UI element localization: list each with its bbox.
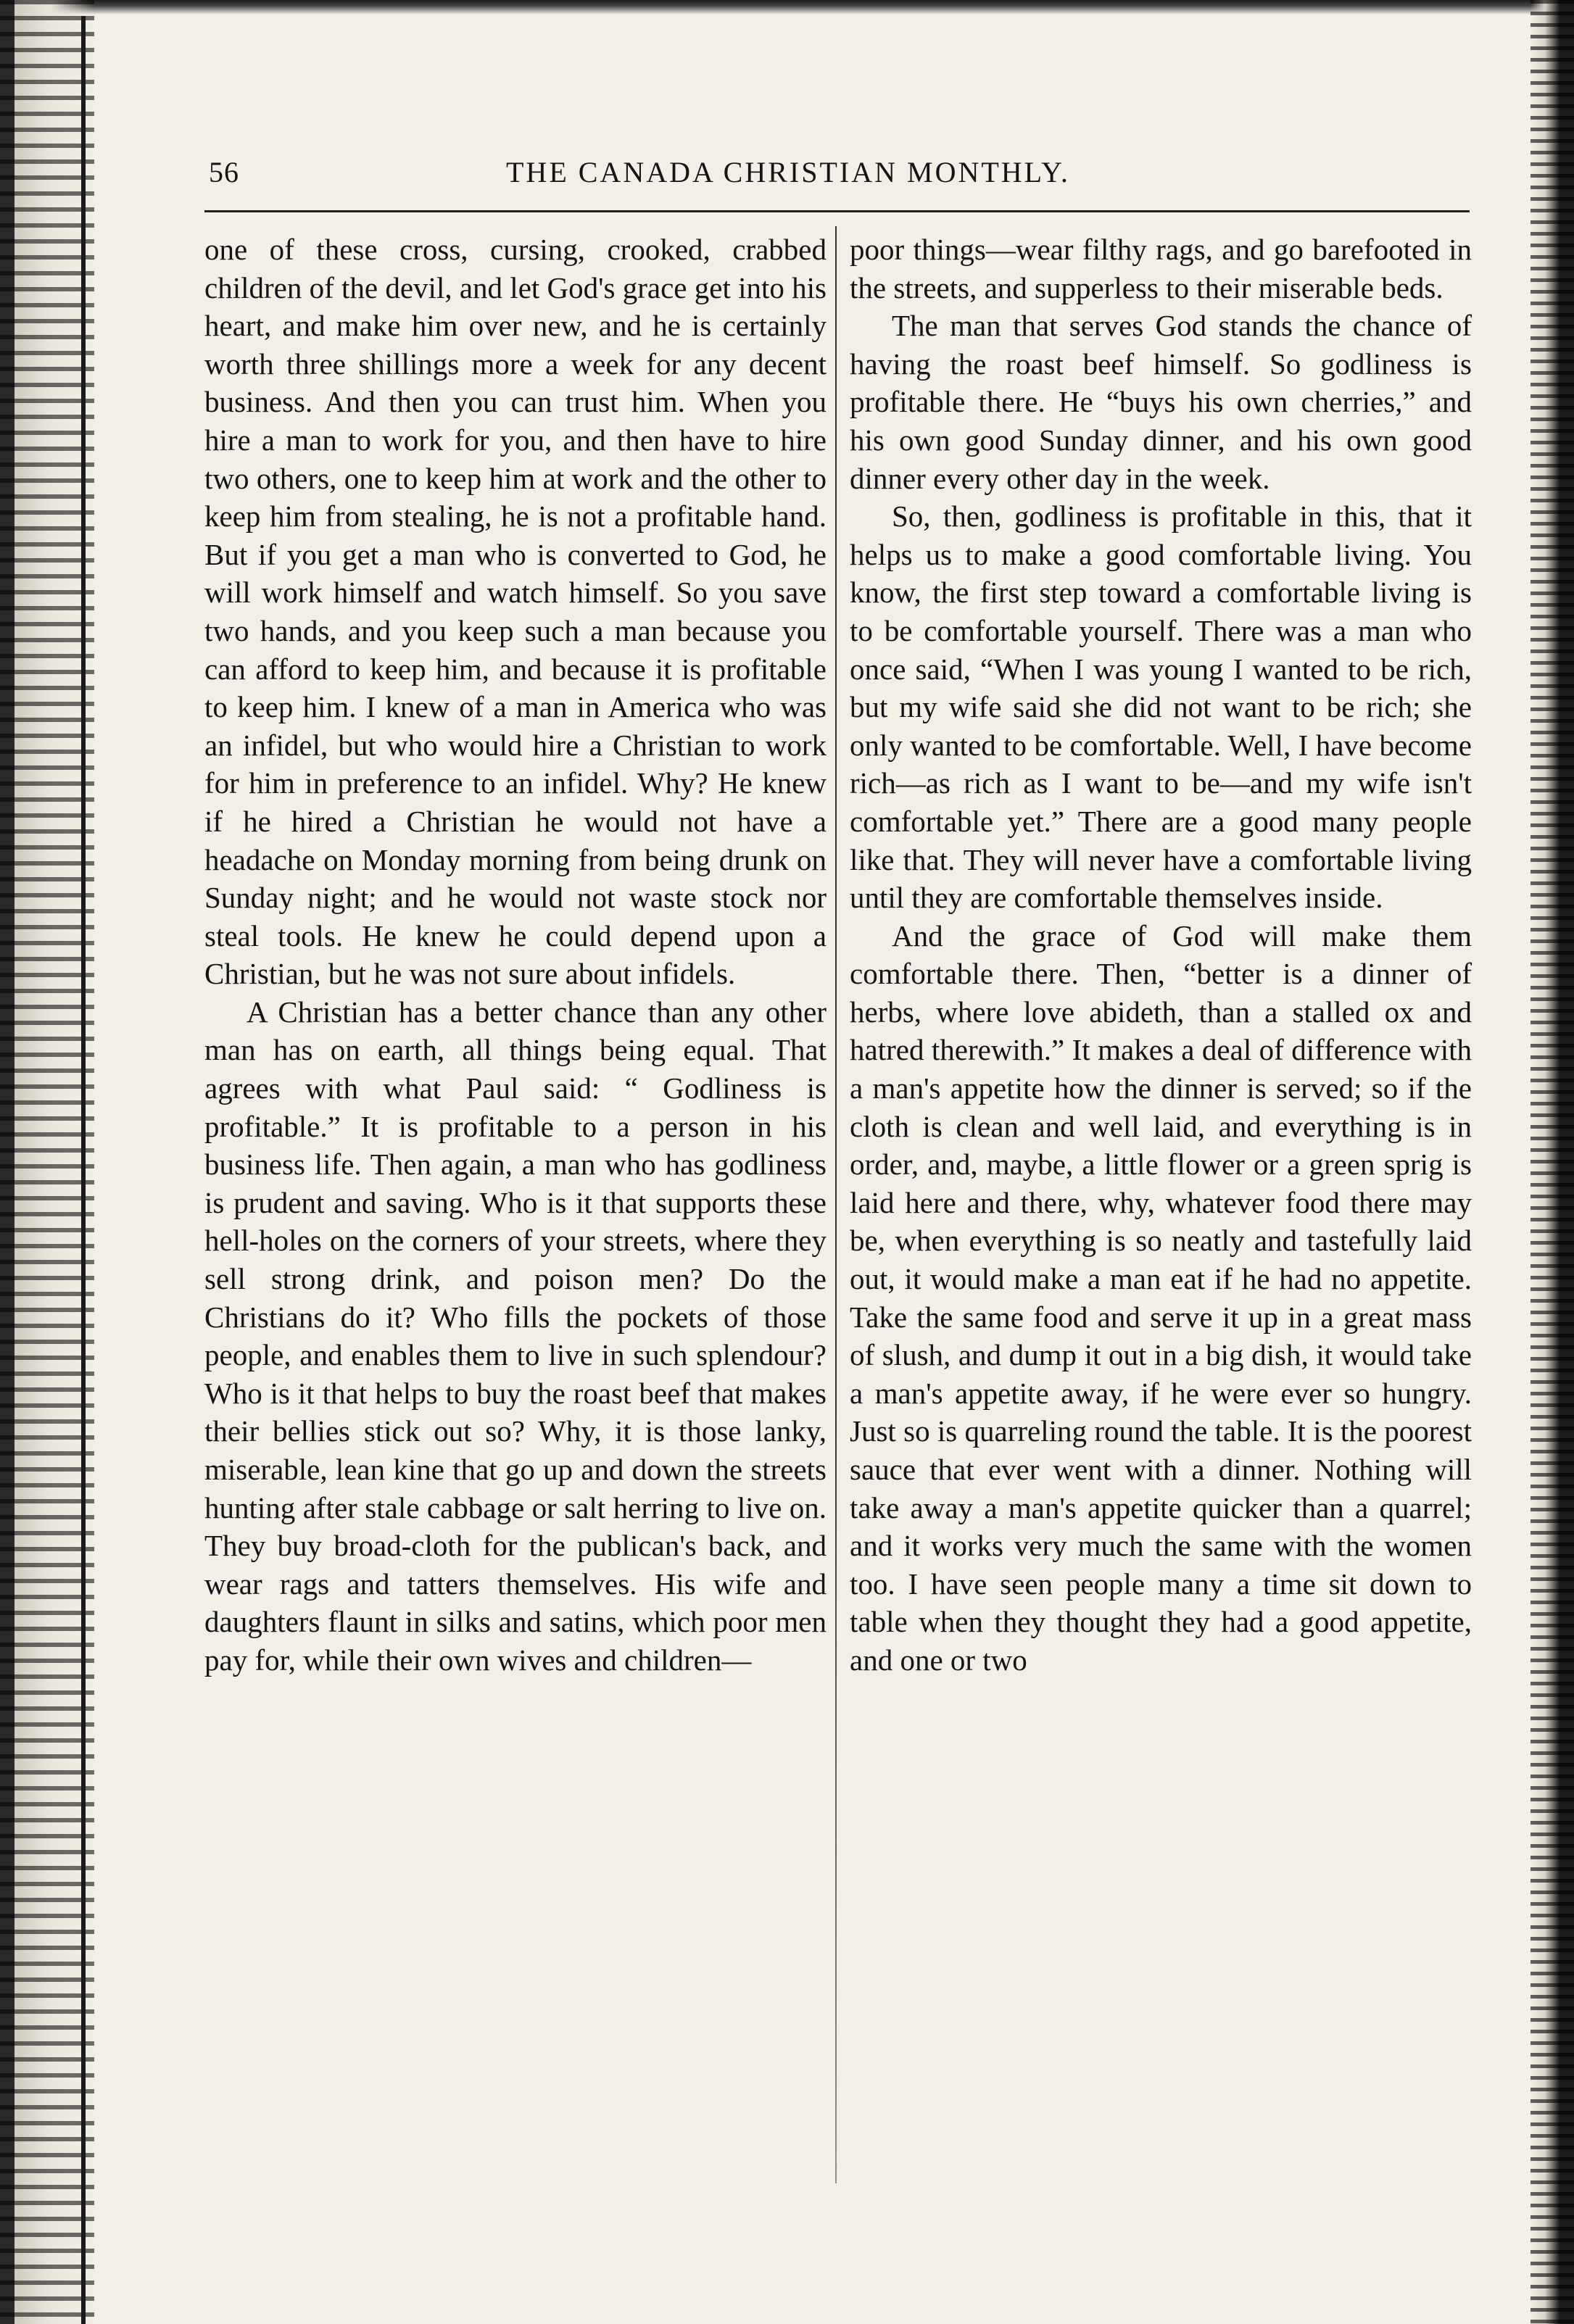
paragraph: poor things—wear filthy rags, and go barefooted in the streets, and supperless to their miserable beds.: [850, 233, 1472, 304]
paragraph: one of these cross, cursing, crooked, crabbed children of the devil, and let God's grace get into his heart, and make him over new, and he is certainly worth three shillings more a week for any decent business. And then you can trust him. When you hire a man to work for you, and then have to hire two others, one to keep him at work and the other to keep him from stealing, he is not a profitable hand. But if you get a man who is converted to God, he will work himself and watch himself. So you save two hands, and you keep such a man because you can afford to keep him, and because it is profitable to keep him. I knew of a man in America who was an infidel, but who would hire a Christian to work for him in preference to an infidel. Why? He knew if he hired a Christian he would not have a headache on Monday morning from being drunk on Sunday night; and he would not waste stock nor steal tools. He knew he could depend upon a Christian, but he was not sure about infidels.: [204, 233, 827, 991]
page-number: 56: [209, 156, 239, 188]
header-rule: [204, 210, 1470, 212]
scan-edge-left: [0, 0, 94, 2324]
scan-binding-line: [81, 16, 86, 2324]
running-head: [202, 155, 1470, 199]
paragraph: A Christian has a better chance than any other man has on earth, all things being equal. That agrees with what Paul said: “ Godliness is profitable.” It is profitable to a person in his business life. Then again, a man who has godliness is prudent and saving. Who is it that supports these hell-holes on the corners of your streets, where they sell strong drink, and poison men? Do the Christians do it? Who fills the pockets of those people, and enables them to live in such splendour? Who is it that helps to buy the roast beef that makes their bellies stick out so? Why, it is those lanky, miserable, lean kine that go up and down the streets hunting after stale cabbage or salt herring to live on. They buy broad-cloth for the publican's back, and wear rags and tatters themselves. His wife and daughters flaunt in silks and satins, which poor men pay for, while their own wives and children—: [204, 995, 827, 1677]
right-column: [850, 231, 1472, 1680]
paragraph: And the grace of God will make them comfortable there. Then, “better is a dinner of herbs, where love abideth, than a stalled ox and hatred therewith.” It makes a deal of difference with a man's appetite how the dinner is served; so if the cloth is clean and well laid, and everything is in order, and, maybe, a little flower or a green sprig is laid here and there, why, whatever food there may be, when everything is so neatly and tastefully laid out, it would make a man eat if he had no appetite. Take the same food and serve it up in a great mass of slush, and dump it out in a big dish, it would take a man's appetite away, if he were ever so hungry. Just so is quarreling round the table. It is the poorest sauce that ever went with a dinner. Nothing will take away a man's appetite quicker than a quarrel; and it works very much the same with the women too. I have seen people many a time sit down to table when they thought they had a good appetite, and one or two: [850, 918, 1472, 1677]
scan-edge-top: [0, 0, 1574, 14]
journal-title: THE CANADA CHRISTIAN MONTHLY.: [506, 156, 1070, 188]
column-divider: [835, 226, 837, 2183]
left-column: [204, 231, 827, 1680]
paragraph: So, then, godliness is profitable in this, that it helps us to make a good comfortable living. You know, the first step toward a comfortable living is to be comfortable yourself. There was a man who once said, “When I was young I wanted to be rich, but my wife said she did not want to be rich; she only wanted to be comfortable. Well, I have become rich—as rich as I want to be—and my wife isn't comfortable yet.” There are a good many people like that. They will never have a comfortable living until they are comfortable themselves inside.: [850, 499, 1472, 915]
scan-edge-right: [1530, 0, 1574, 2324]
paragraph: The man that serves God stands the chance of having the roast beef himself. So godliness is profitable there. He “buys his own cherries,” and his own good Sunday dinner, and his own good dinner every other day in the week.: [850, 309, 1472, 495]
